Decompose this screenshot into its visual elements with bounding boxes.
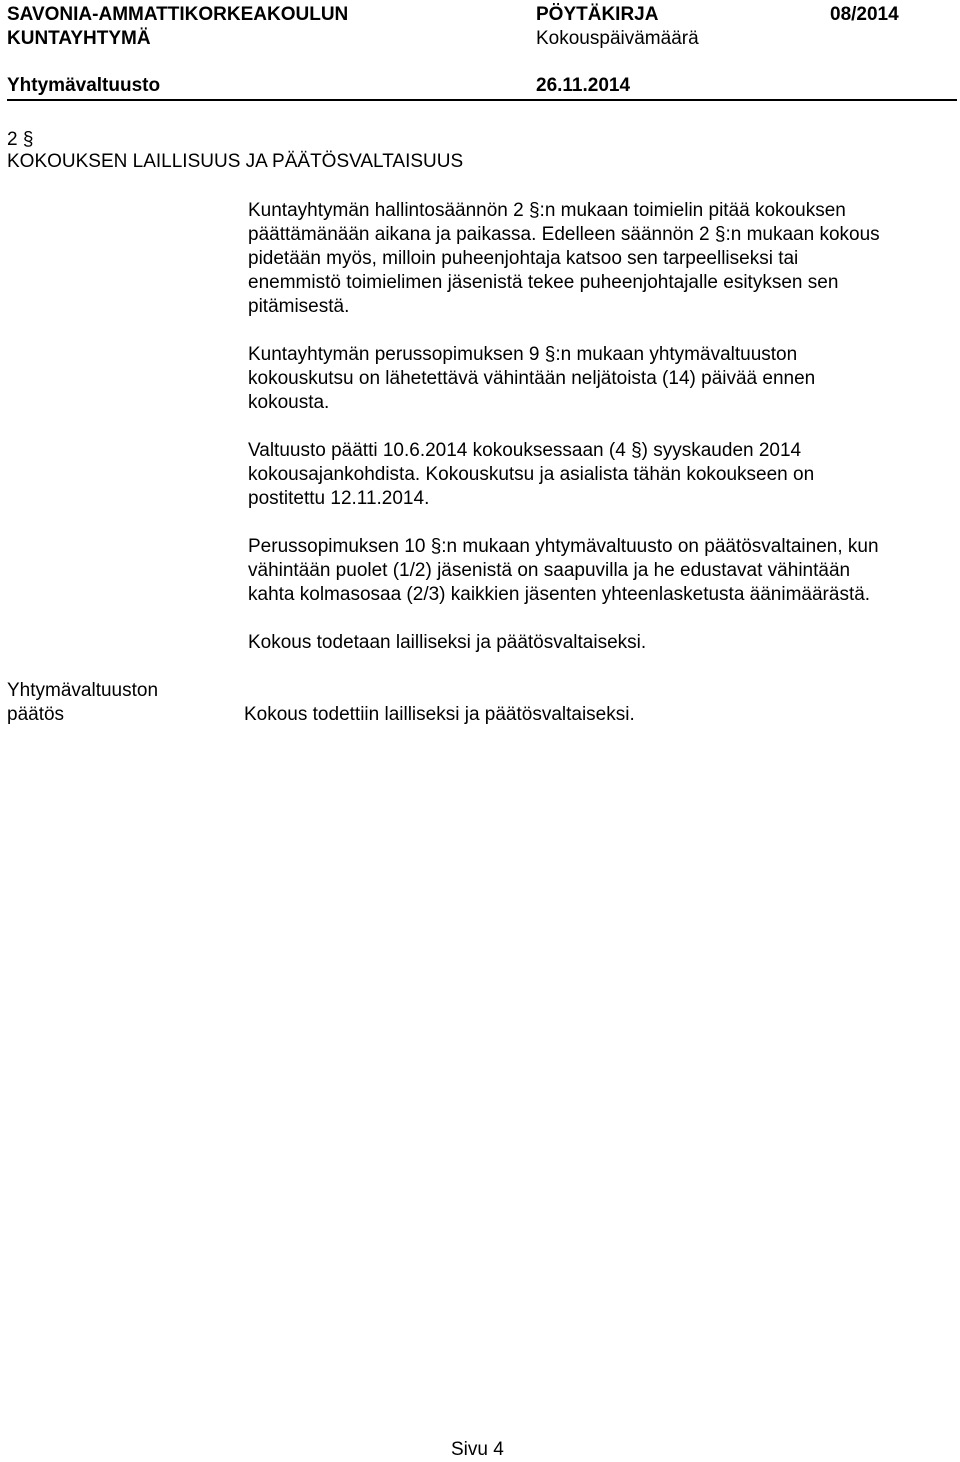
paragraph-line: Valtuusto päätti 10.6.2014 kokouksessaan (4 §) syyskauden 2014 (248, 440, 802, 461)
paragraph-paatosvaltaisuus (248, 535, 948, 607)
paragraph-line: Kokous todetaan lailliseksi ja päätösvaltaiseksi. (248, 632, 647, 653)
organization-name-line1: SAVONIA-AMMATTIKORKEAKOULUN (7, 4, 349, 25)
organization-name-line2: KUNTAYHTYMÄ (7, 28, 151, 49)
decision-label-line2: päätös (7, 704, 65, 725)
header-divider (7, 99, 957, 101)
paragraph-line: Kuntayhtymän hallintosäännön 2 §:n mukaan toimielin pitää kokouksen (248, 200, 846, 221)
paragraph-line: pitämisestä. (248, 296, 350, 317)
document-number: 08/2014 (830, 4, 899, 25)
paragraph-line: kokouskutsu on lähetettävä vähintään neljätoista (14) päivää ennen (248, 368, 816, 389)
paragraph-hallintosaanto (248, 199, 948, 319)
document-type: PÖYTÄKIRJA (536, 4, 659, 25)
paragraph-line: Kuntayhtymän perussopimuksen 9 §:n mukaan yhtymävaltuuston (248, 344, 798, 365)
paragraph-proposal (248, 631, 948, 655)
decision-text: Kokous todettiin lailliseksi ja päätösvaltaiseksi. (244, 704, 635, 725)
paragraph-line: Perussopimuksen 10 §:n mukaan yhtymävaltuusto on päätösvaltainen, kun (248, 536, 879, 557)
decision-label-line1: Yhtymävaltuuston (7, 680, 159, 701)
paragraph-line: vähintään puolet (1/2) jäsenistä on saapuvilla ja he edustavat vähintään (248, 560, 851, 581)
paragraph-line: kokousta. (248, 392, 330, 413)
section-number: 2 § (7, 129, 34, 150)
paragraph-line: postitettu 12.11.2014. (248, 488, 430, 509)
paragraph-kokouskutsu (248, 343, 948, 415)
paragraph-line: pidetään myös, milloin puheenjohtaja katsoo sen tarpeelliseksi tai (248, 248, 799, 269)
paragraph-valtuusto-paatti (248, 439, 948, 511)
paragraph-line: päättämänään aikana ja paikassa. Edelleen säännön 2 §:n mukaan kokous (248, 224, 880, 245)
paragraph-line: kahta kolmasosaa (2/3) kaikkien jäsenten yhteenlasketusta äänimäärästä. (248, 584, 871, 605)
date-label: Kokouspäivämäärä (536, 28, 699, 49)
paragraph-line: kokousajankohdista. Kokouskutsu ja asialista tähän kokoukseen on (248, 464, 815, 485)
section-title: KOKOUKSEN LAILLISUUS JA PÄÄTÖSVALTAISUUS (7, 151, 464, 172)
meeting-date: 26.11.2014 (536, 75, 631, 96)
meeting-body-name: Yhtymävaltuusto (7, 75, 161, 96)
page-number: Sivu 4 (451, 1439, 504, 1460)
paragraph-line: enemmistö toimielimen jäsenistä tekee puheenjohtajalle esityksen sen (248, 272, 839, 293)
